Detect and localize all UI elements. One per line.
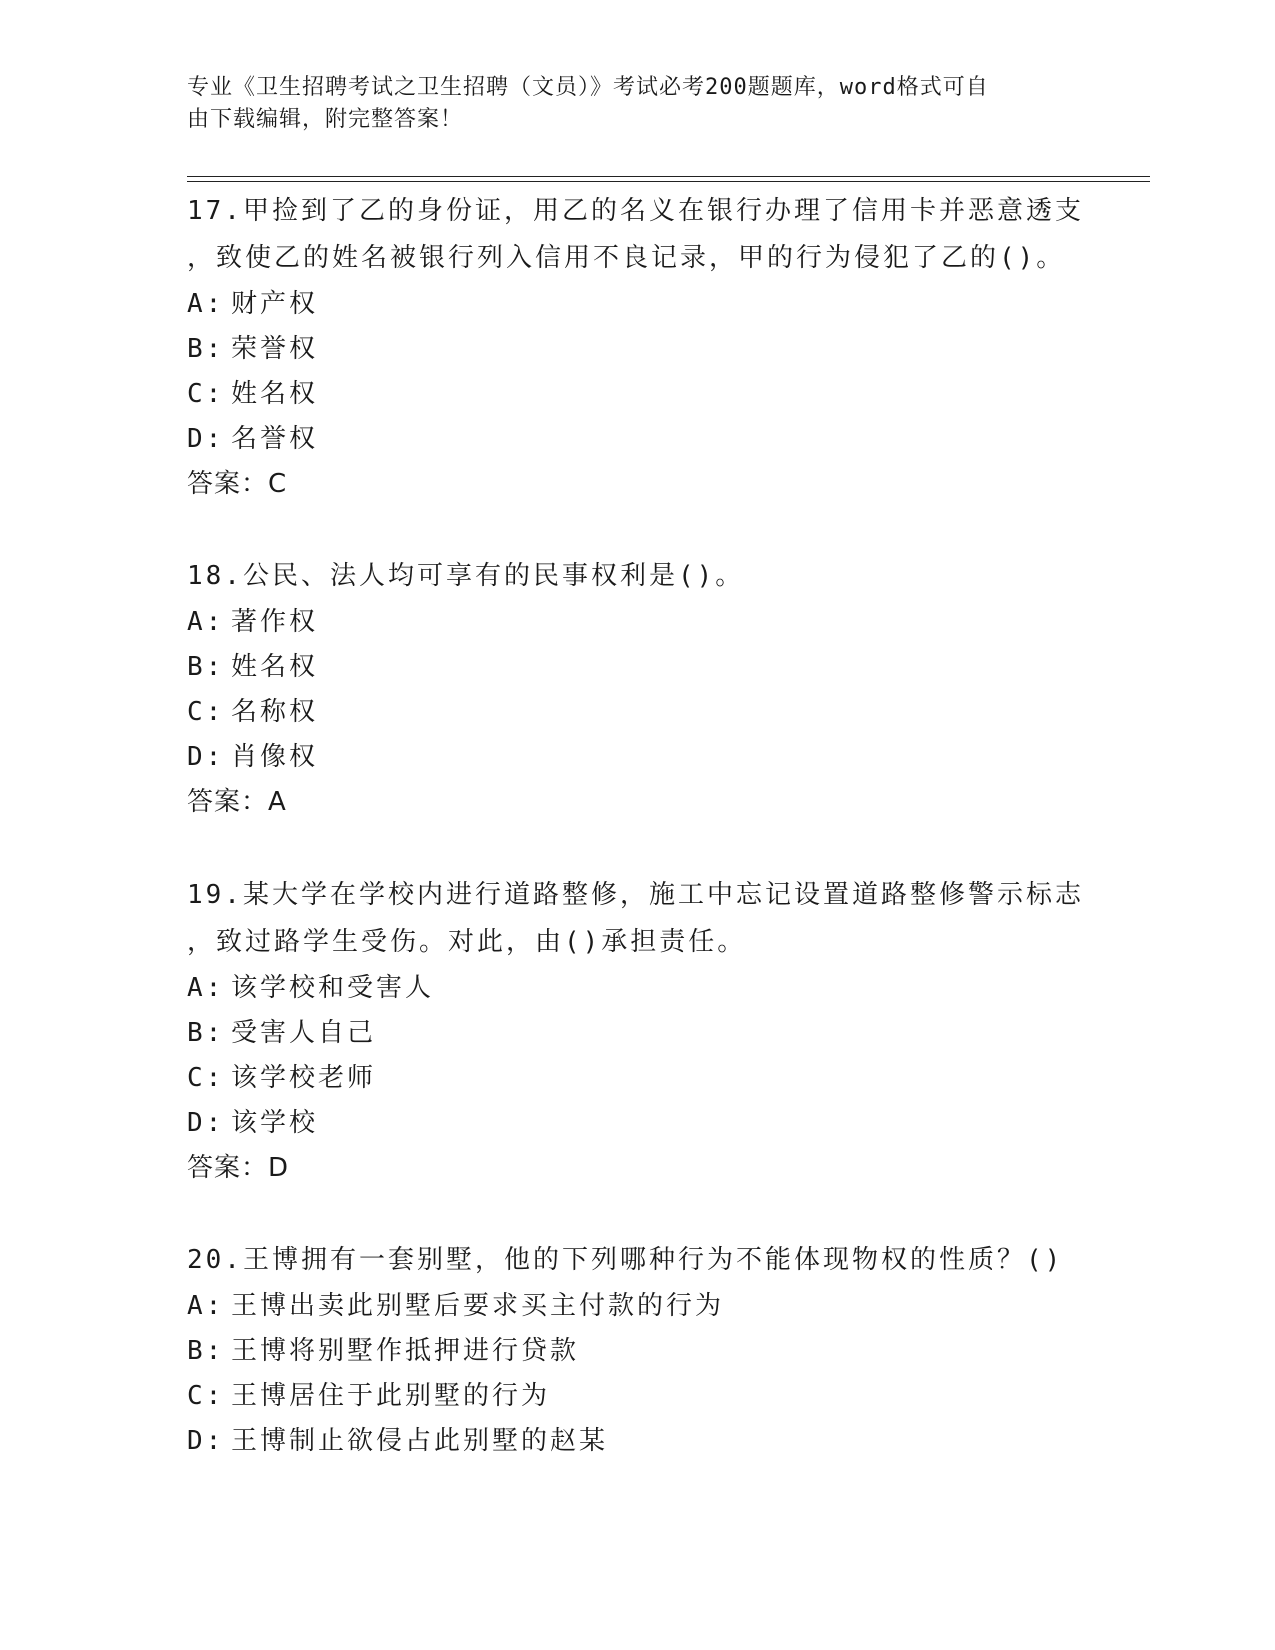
option-b — [187, 1329, 1087, 1374]
option-a — [187, 966, 1087, 1011]
option-text: 受害人自己 — [231, 1018, 377, 1048]
question-20 — [187, 1237, 1087, 1464]
question-17 — [187, 188, 1087, 507]
question-stem-continued: ，致使乙的姓名被银行列入信用不良记录，甲的行为侵犯了乙的()。 — [187, 243, 1066, 273]
question-stem: 17.甲捡到了乙的身份证，用乙的名义在银行办理了信用卡并恶意透支 — [187, 196, 1084, 226]
option-text: 财产权 — [231, 289, 319, 319]
option-b — [187, 327, 1087, 372]
question-18 — [187, 553, 1087, 825]
option-text: 名称权 — [231, 697, 319, 727]
option-letter: C: — [187, 697, 225, 727]
option-letter: B: — [187, 652, 225, 682]
question-19 — [187, 872, 1087, 1191]
option-c — [187, 690, 1087, 735]
option-letter: B: — [187, 334, 225, 364]
option-letter: A: — [187, 1291, 225, 1321]
option-letter: C: — [187, 1063, 225, 1093]
option-b — [187, 645, 1087, 690]
option-d — [187, 1419, 1087, 1464]
option-a — [187, 1284, 1087, 1329]
option-text: 名誉权 — [231, 424, 319, 454]
option-text: 该学校老师 — [231, 1063, 377, 1093]
question-stem: 18.公民、法人均可享有的民事权利是()。 — [187, 561, 745, 591]
option-letter: C: — [187, 1381, 225, 1411]
document-header — [187, 72, 1067, 136]
header-line-2: 由下载编辑，附完整答案！ — [187, 107, 464, 132]
option-letter: D: — [187, 1426, 225, 1456]
option-letter: B: — [187, 1336, 225, 1366]
option-d — [187, 735, 1087, 780]
option-text: 王博出卖此别墅后要求买主付款的行为 — [231, 1291, 725, 1321]
option-a — [187, 600, 1087, 645]
option-a — [187, 282, 1087, 327]
option-b — [187, 1011, 1087, 1056]
option-letter: D: — [187, 742, 225, 772]
option-text: 著作权 — [231, 607, 319, 637]
option-text: 王博将别墅作抵押进行贷款 — [231, 1336, 580, 1366]
header-line-1: 专业《卫生招聘考试之卫生招聘（文员）》考试必考200题题库，word格式可自 — [187, 75, 989, 100]
option-letter: A: — [187, 289, 225, 319]
option-text: 该学校和受害人 — [231, 973, 435, 1003]
answer-line: 答案：D — [187, 1153, 290, 1183]
option-letter: D: — [187, 424, 225, 454]
option-c — [187, 1374, 1087, 1419]
option-text: 王博制止欲侵占此别墅的赵某 — [231, 1426, 609, 1456]
question-stem: 19.某大学在学校内进行道路整修，施工中忘记设置道路整修警示标志 — [187, 880, 1084, 910]
option-c — [187, 1056, 1087, 1101]
option-letter: D: — [187, 1108, 225, 1138]
option-letter: B: — [187, 1018, 225, 1048]
header-divider-top — [187, 176, 1150, 177]
option-d — [187, 417, 1087, 462]
option-text: 王博居住于此别墅的行为 — [231, 1381, 551, 1411]
answer-line: 答案：A — [187, 787, 287, 817]
option-text: 荣誉权 — [231, 334, 319, 364]
option-text: 姓名权 — [231, 379, 319, 409]
option-text: 该学校 — [231, 1108, 319, 1138]
option-letter: A: — [187, 973, 225, 1003]
option-letter: A: — [187, 607, 225, 637]
header-divider-bottom — [187, 181, 1150, 182]
question-stem-continued: ，致过路学生受伤。对此，由()承担责任。 — [187, 927, 747, 957]
option-c — [187, 372, 1087, 417]
option-d — [187, 1101, 1087, 1146]
option-text: 肖像权 — [231, 742, 319, 772]
question-stem: 20.王博拥有一套别墅，他的下列哪种行为不能体现物权的性质？() — [187, 1245, 1064, 1275]
option-letter: C: — [187, 379, 225, 409]
answer-line: 答案：C — [187, 469, 288, 499]
option-text: 姓名权 — [231, 652, 319, 682]
